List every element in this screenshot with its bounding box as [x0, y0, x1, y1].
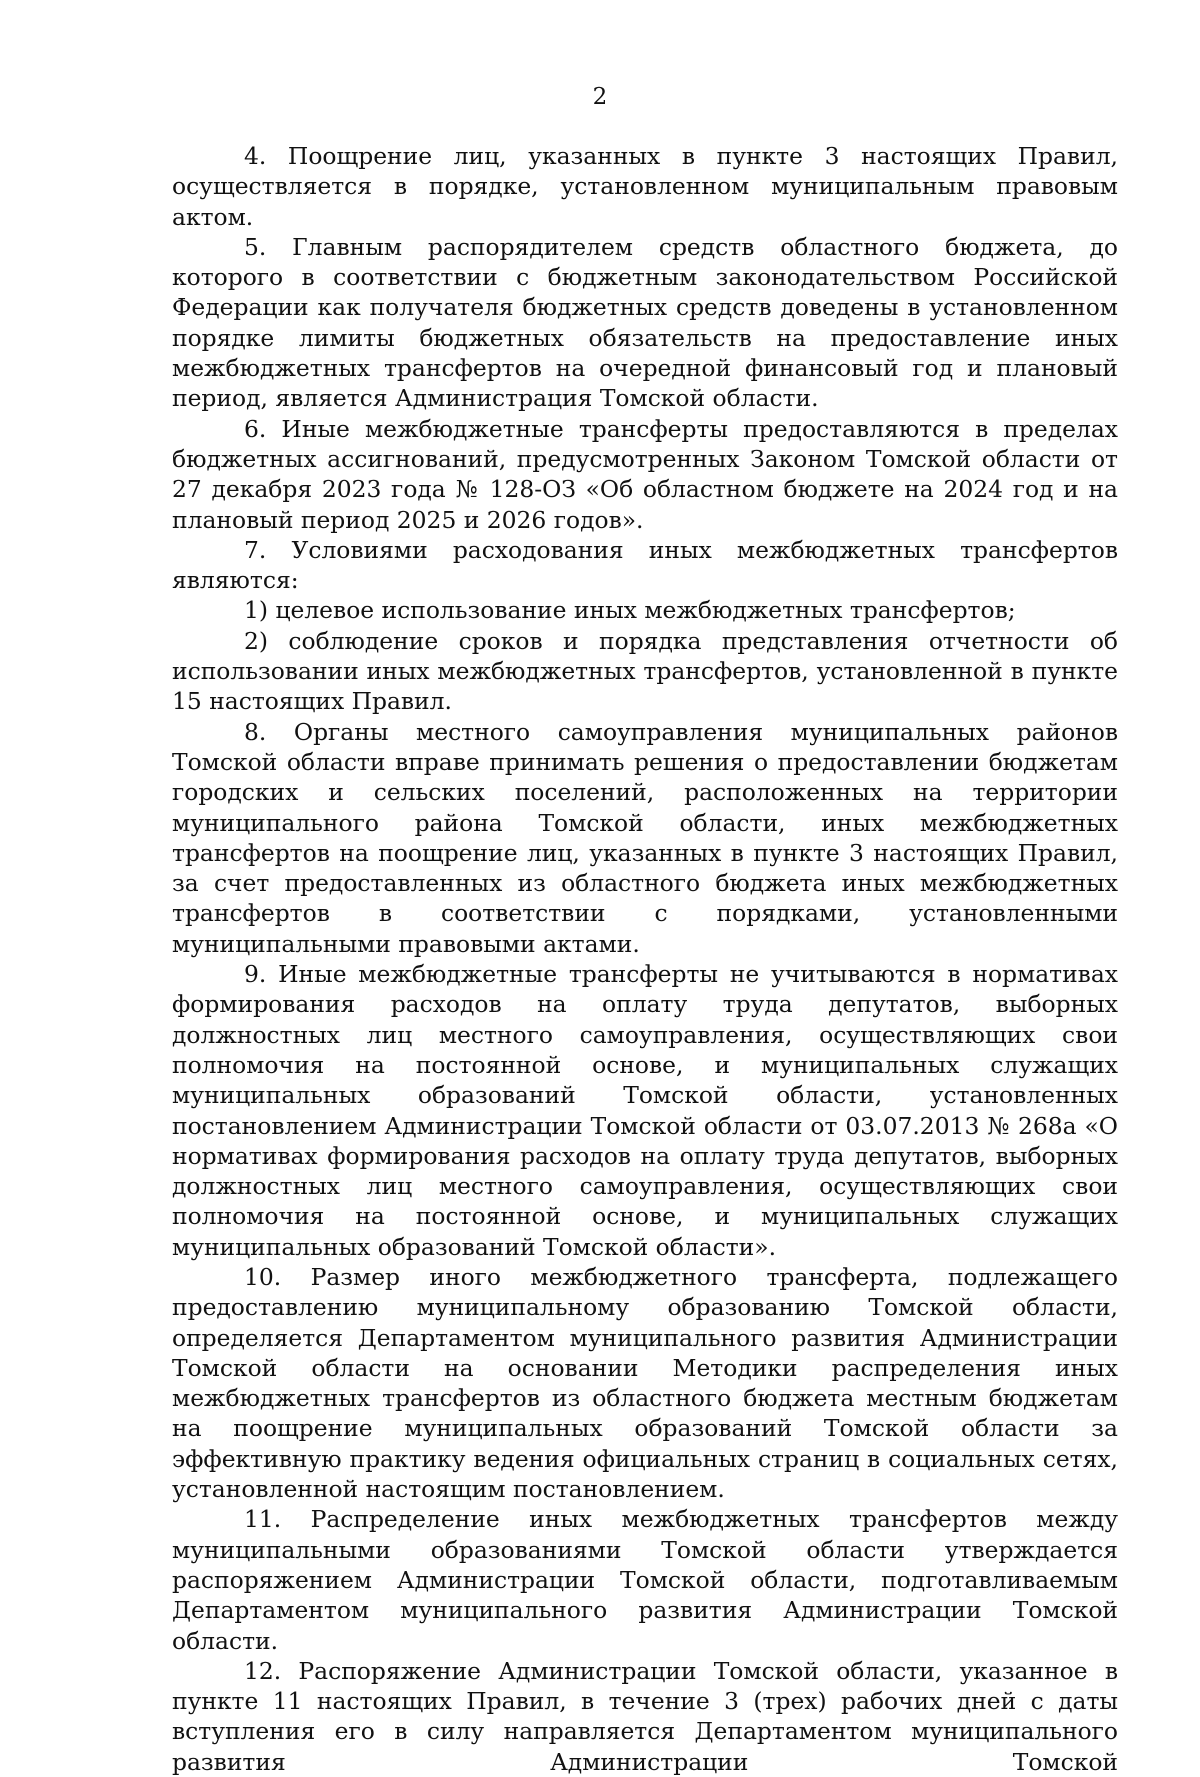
paragraph-7: 7. Условиями расходования иных межбюджетных трансфертов являются:: [172, 535, 1118, 595]
page-number: 2: [592, 84, 608, 110]
paragraph-11: 11. Распределение иных межбюджетных трансфертов между муниципальными образованиями Томской области утверждается распоряжением Администрации Томской области, подготавливаемым Департаментом муниципального развития Администрации Томской области.: [172, 1505, 1118, 1655]
paragraph-4: 4. Поощрение лиц, указанных в пункте 3 настоящих Правил, осуществляется в порядке, установленном муниципальным правовым актом.: [172, 142, 1118, 231]
paragraph-8: 8. Органы местного самоуправления муниципальных районов Томской области вправе принимать решения о предоставлении бюджетам городских и сельских поселений, расположенных на территории муниципального района Томской области, иных межбюджетных трансфертов на поощрение лиц, указанных в пункте 3 настоящих Правил, за счет предоставленных из областного бюджета иных межбюджетных трансфертов в соответствии с порядками, установленными муниципальными правовыми актами.: [172, 717, 1118, 958]
paragraph-7-item-1: 1) целевое использование иных межбюджетных трансфертов;: [244, 596, 1016, 625]
paragraph-9: 9. Иные межбюджетные трансферты не учитываются в нормативах формирования расходов на оплату труда депутатов, выборных должностных лиц местного самоуправления, осуществляющих свои полномочия на постоянной основе, и муниципальных служащих муниципальных образований Томской области, установленных постановлением Администрации Томской области от 03.07.2013 № 268а «О нормативах формирования расходов на оплату труда депутатов, выборных должностных лиц местного самоуправления, осуществляющих свои полномочия на постоянной основе, и муниципальных служащих муниципальных образований Томской области».: [172, 960, 1118, 1261]
paragraph-5: 5. Главным распорядителем средств областного бюджета, до которого в соответствии с бюджетным законодательством Российской Федерации как получателя бюджетных средств доведены в установленном порядке лимиты бюджетных обязательств на предоставление иных межбюджетных трансфертов на очередной финансовый год и плановый период, является Администрация Томской области.: [172, 232, 1118, 413]
paragraph-6: 6. Иные межбюджетные трансферты предоставляются в пределах бюджетных ассигнований, предусмотренных Законом Томской области от 27 декабря 2023 года № 128-ОЗ «Об областном бюджете на 2024 год и на плановый период 2025 и 2026 годов».: [172, 414, 1118, 534]
paragraph-10: 10. Размер иного межбюджетного трансферта, подлежащего предоставлению муниципальному образованию Томской области, определяется Департаментом муниципального развития Администрации Томской области на основании Методики распределения иных межбюджетных трансфертов из областного бюджета местным бюджетам на поощрение муниципальных образований Томской области за эффективную практику ведения официальных страниц в социальных сетях, установленной настоящим постановлением.: [172, 1262, 1118, 1504]
paragraph-7-item-2: 2) соблюдение сроков и порядка представления отчетности об использовании иных межбюджетных трансфертов, установленной в пункте 15 настоящих Правил.: [172, 626, 1118, 716]
paragraph-12: 12. Распоряжение Администрации Томской области, указанное в пункте 11 настоящих Правил, в течение 3 (трех) рабочих дней с даты вступления его в силу направляется Департаментом муниципального развития Администрации Томской: [172, 1656, 1118, 1776]
document-body: [172, 141, 1118, 1777]
